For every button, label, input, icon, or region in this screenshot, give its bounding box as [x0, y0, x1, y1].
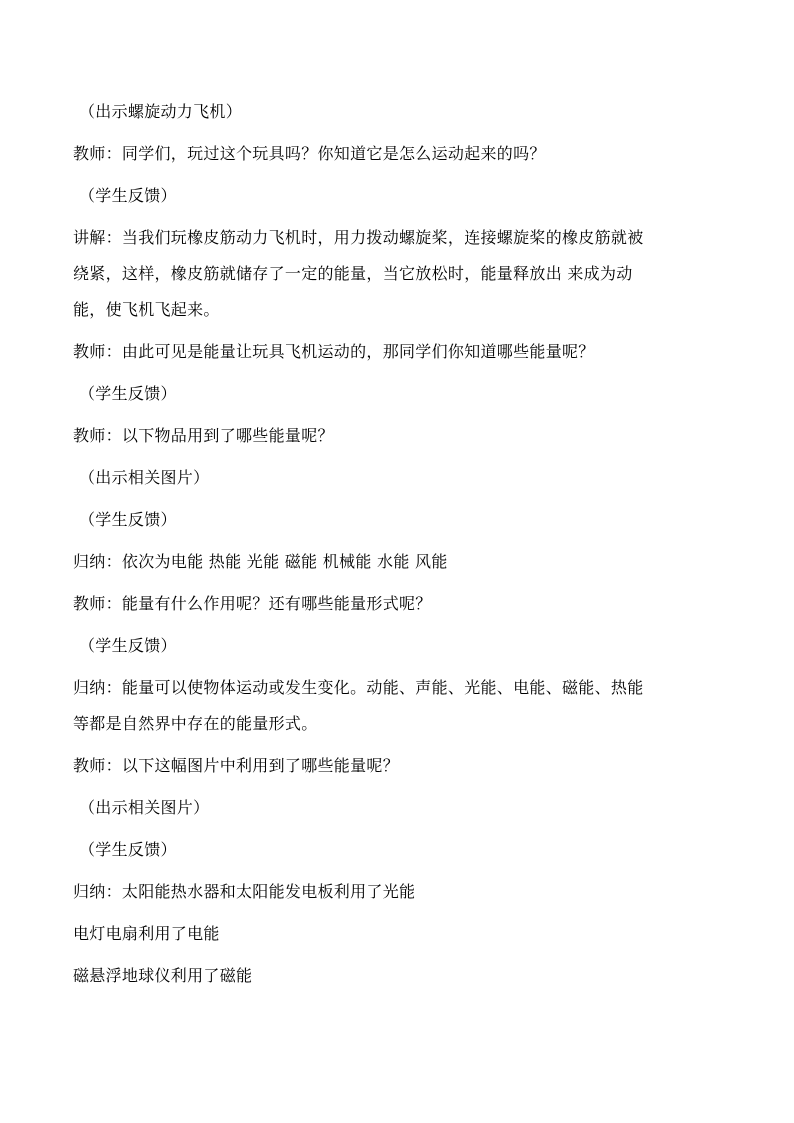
summary-line: 归纳：依次为电能 热能 光能 磁能 机械能 水能 风能 — [73, 552, 448, 571]
stage-direction: （出示相关图片） — [79, 798, 210, 817]
teacher-question: 教师：能量有什么作用呢？还有哪些能量形式呢？ — [73, 594, 432, 613]
teacher-question: 教师：以下物品用到了哪些能量呢？ — [73, 426, 334, 445]
explanation-paragraph-line-1: 讲解：当我们玩橡皮筋动力飞机时，用力拨动螺旋桨，连接螺旋桨的橡皮筋就被 — [73, 228, 644, 247]
teacher-question: 教师：同学们，玩过这个玩具吗？你知道它是怎么运动起来的吗？ — [73, 144, 546, 163]
teacher-question: 教师：由此可见是能量让玩具飞机运动的，那同学们你知道哪些能量呢？ — [73, 342, 595, 361]
stage-direction: （出示螺旋动力飞机） — [79, 102, 243, 121]
lesson-text-body — [73, 98, 733, 1004]
student-feedback-note: （学生反馈） — [79, 636, 177, 655]
explanation-paragraph-line-3: 能，使飞机飞起来。 — [73, 300, 220, 319]
summary-line: 磁悬浮地球仪利用了磁能 — [73, 966, 253, 985]
student-feedback-note: （学生反馈） — [79, 510, 177, 529]
summary-line: 电灯电扇利用了电能 — [73, 924, 220, 943]
explanation-paragraph-line-2: 绕紧，这样，橡皮筋就储存了一定的能量，当它放松时，能量释放出 来成为动 — [73, 264, 633, 283]
stage-direction: （出示相关图片） — [79, 468, 210, 487]
student-feedback-note: （学生反馈） — [79, 840, 177, 859]
summary-paragraph-line-2: 等都是自然界中存在的能量形式。 — [73, 714, 318, 733]
teacher-question: 教师：以下这幅图片中利用到了哪些能量呢？ — [73, 756, 400, 775]
student-feedback-note: （学生反馈） — [79, 384, 177, 403]
summary-paragraph-line-1: 归纳：能量可以使物体运动或发生变化。动能、声能、光能、电能、磁能、热能 — [73, 678, 644, 697]
student-feedback-note: （学生反馈） — [79, 186, 177, 205]
summary-line: 归纳：太阳能热水器和太阳能发电板利用了光能 — [73, 882, 416, 901]
